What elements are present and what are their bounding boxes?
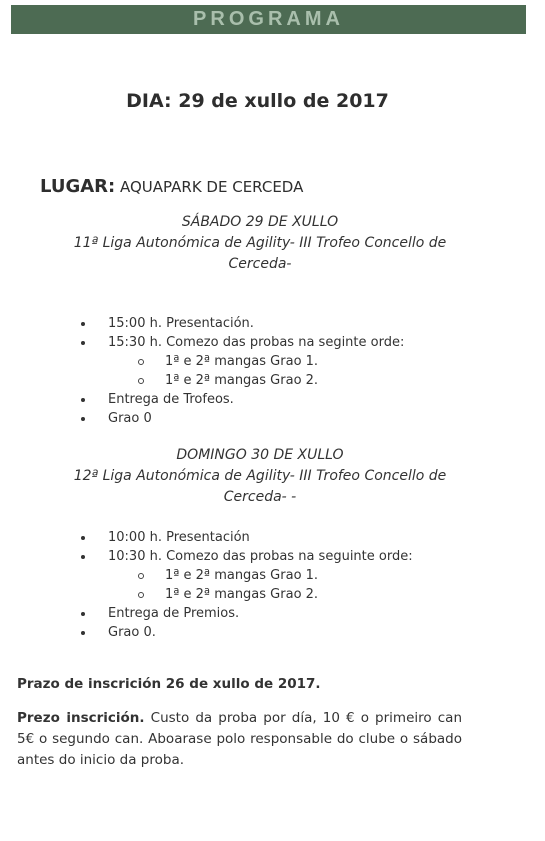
list-item: Grao 0	[0, 409, 520, 428]
saturday-heading-block	[40, 212, 480, 275]
saturday-heading: SÁBADO 29 DE XULLO	[181, 214, 339, 230]
day-title: DIA: 29 de xullo de 2017	[126, 90, 389, 112]
saturday-event-line1: 11ª Liga Autonómica de Agility- III Trofeo Concello de	[73, 235, 447, 251]
place-line	[40, 176, 303, 197]
list-item: Entrega de Trofeos.	[0, 390, 520, 409]
sunday-heading: DOMINGO 30 DE XULLO	[176, 447, 344, 463]
sunday-schedule-list	[0, 528, 520, 642]
place-label: LUGAR:	[40, 176, 116, 197]
registration-deadline: Prazo de inscrición 26 de xullo de 2017.	[17, 676, 321, 692]
saturday-event-line2: Cerceda-	[228, 256, 292, 272]
programa-banner	[11, 5, 526, 34]
list-item: 15:00 h. Presentación.	[0, 314, 520, 333]
price-text: Custo da proba por día, 10 € o primeiro can 5€ o segundo can. Aboarase polo responsable do clube o sábado antes do inicio da proba.	[17, 710, 462, 768]
saturday-schedule-list	[0, 314, 520, 428]
sunday-event-line2: Cerceda- -	[223, 489, 297, 505]
list-item: 1ª e 2ª mangas Grao 2.	[0, 371, 520, 390]
list-item: 15:30 h. Comezo das probas na seginte orde:	[0, 333, 520, 352]
registration-price	[17, 708, 462, 771]
place-value: AQUAPARK DE CERCEDA	[120, 178, 304, 196]
list-item: 10:30 h. Comezo das probas na seguinte orde:	[0, 547, 520, 566]
list-item: 1ª e 2ª mangas Grao 2.	[0, 585, 520, 604]
list-item: 10:00 h. Presentación	[0, 528, 520, 547]
list-item: Grao 0.	[0, 623, 520, 642]
list-item: 1ª e 2ª mangas Grao 1.	[0, 566, 520, 585]
sunday-heading-block	[40, 445, 480, 508]
sunday-event-line1: 12ª Liga Autonómica de Agility- III Trofeo Concello de	[73, 468, 447, 484]
price-label: Prezo inscrición.	[17, 710, 145, 726]
programa-title: PROGRAMA	[193, 8, 344, 30]
list-item: Entrega de Premios.	[0, 604, 520, 623]
list-item: 1ª e 2ª mangas Grao 1.	[0, 352, 520, 371]
